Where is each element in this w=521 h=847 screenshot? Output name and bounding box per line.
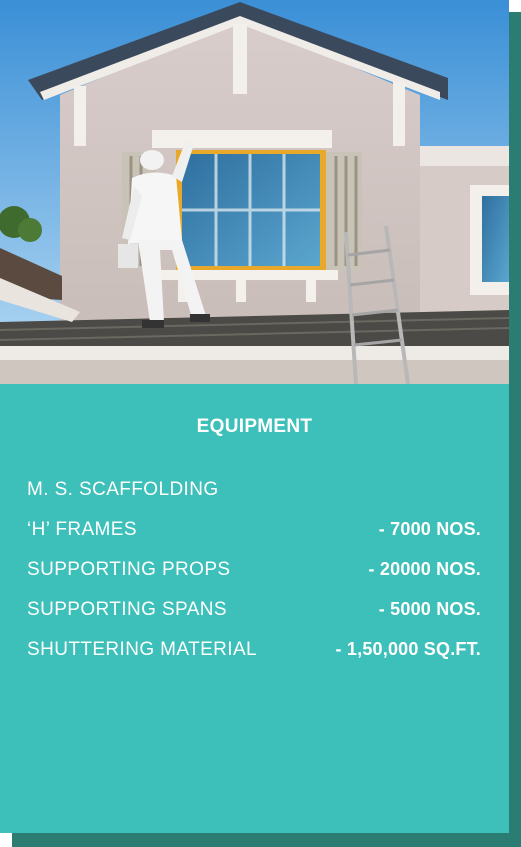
section-title: EQUIPMENT xyxy=(196,416,313,437)
item-label-shuttering-material: SHUTTERING MATERIAL xyxy=(27,639,257,660)
item-value-h-frames: - 7000 NOS. xyxy=(378,519,481,539)
house-painting-photo xyxy=(0,0,509,384)
item-label-scaffolding: M. S. SCAFFOLDING xyxy=(27,479,219,500)
item-label-h-frames: ‘H’ FRAMES xyxy=(27,519,137,540)
item-value-supporting-props: - 20000 NOS. xyxy=(368,559,481,579)
item-label-supporting-spans: SUPPORTING SPANS xyxy=(27,599,227,620)
item-value-shuttering-material: - 1,50,000 SQ.FT. xyxy=(335,639,481,659)
item-value-supporting-spans: - 5000 NOS. xyxy=(378,599,481,619)
item-label-supporting-props: SUPPORTING PROPS xyxy=(27,559,231,580)
